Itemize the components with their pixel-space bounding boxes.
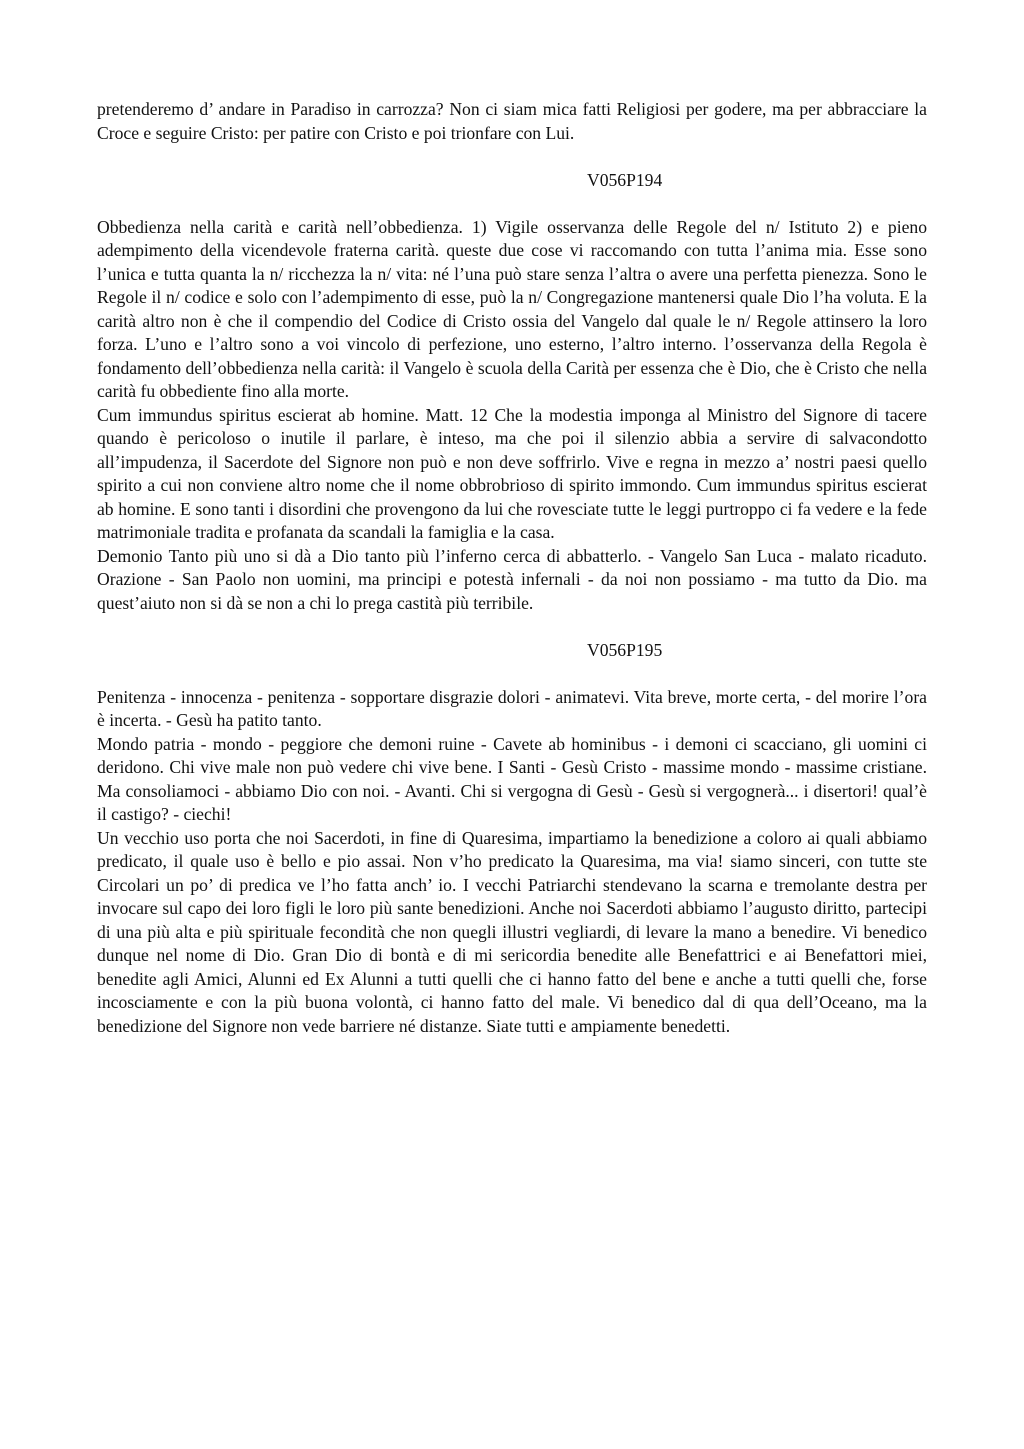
paragraph-demonio: Demonio Tanto più uno si dà a Dio tanto più l’inferno cerca di abbatterlo. - Vangelo San Luca - malato ricaduto. Orazione - San Paolo non uomini, ma principi e potestà infernali - da noi non possiamo - ma tutto da Dio. ma quest’aiuto non si dà se non a chi lo prega castità più terribile. xyxy=(97,545,927,613)
paragraph-intro: pretenderemo d’ andare in Paradiso in carrozza? Non ci siam mica fatti Religiosi per godere, ma per abbracciare la Croce e seguire Cristo: per patire con Cristo e poi trionfare con Lui. xyxy=(97,99,927,143)
spacer xyxy=(97,615,927,639)
paragraph-immundus-spiritus: Cum immundus spiritus escierat ab homine. Matt. 12 Che la modestia imponga al Ministro del Signore di tacere quando è pericoloso o inutile il parlare, è inteso, ma che poi il silenzio abbia a servire di salvacondotto all’impudenza, il Sacerdote del Signore non può e non deve soffrirlo. Vive e regna in mezzo a’ nostri paesi quello spirito a cui non conviene altro nome che il nome obbrobrioso di spirito immondo. Cum immundus spiritus escierat ab homine. E sono tanti i disordini che provengono da lui che rovesciate tutte le leggi purtroppo ci fa vedere e la fede matrimoniale tradita e profanata da scandali la famiglia e la casa. xyxy=(97,404,927,542)
paragraph-mondo: Mondo patria - mondo - peggiore che demoni ruine - Cavete ab hominibus - i demoni ci scacciano, gli uomini ci deridono. Chi vive male non può vedere chi vive bene. I Santi - Gesù Cristo - massime mondo - massime cristiane. Ma consoliamoci - abbiamo Dio con noi. - Avanti. Chi si vergogna di Gesù - Gesù si vergognerà... i disertori! qual’è il castigo? - ciechi! xyxy=(97,733,927,824)
page-reference-v056p195: V056P195 xyxy=(587,639,663,660)
paragraph-benedizione: Un vecchio uso porta che noi Sacerdoti, in fine di Quaresima, impartiamo la benedizione a coloro ai quali abbiamo predicato, il quale uso è bello e pio assai. Non v’ho predicato la Quaresima, ma via! siamo sinceri, con tutte ste Circolari un po’ di predica ve l’ho fatta anch’ io. I vecchi Patriarchi stendevano la scarna e tremolante destra per invocare sul capo dei loro figli le loro più sante benedizioni. Anche noi Sacerdoti abbiamo l’augusto diritto, partecipi di una più alta e più spirituale fecondità che non quegli illustri vegliardi, di levare la mano a benedire. Vi benedico dunque nel nome di Dio. Gran Dio di bontà e di mi sericordia benedite alle Benefattrici e ai Benefattori miei, benedite agli Amici, Alunni ed Ex Alunni a tutti quelli che ci hanno fatto del bene e anche a tutti quelli che, forse incosciamente e con la più buona volontà, ci hanno fatto del male. Vi benedico dal di qua dell’Oceano, ma la benedizione del Signore non vede barriere né distanze. Siate tutti e ampiamente benedetti. xyxy=(97,827,927,1036)
paragraph-obbedienza: Obbedienza nella carità e carità nell’obbedienza. 1) Vigile osservanza delle Regole del n/ Istituto 2) e pieno adempimento della vicendevole fraterna carità. queste due cose vi raccomando con tutta l’anima mia. Esse sono l’unica e tutta quanta la n/ ricchezza la n/ vita: né l’una può stare senza l’altra o avere una perfetta pienezza. Sono le Regole il n/ codice e solo con l’adempimento di esse, può la n/ Congregazione mantenersi quale Dio l’ha voluta. E la carità altro non è che il compendio del Codice di Cristo ossia del Vangelo dal quale le n/ Regole attinsero la loro forza. L’uno e l’altro sono a voi vincolo di perfezione, uno esterno, l’altro interno. l’osservanza della Regola è fondamento dell’obbedienza nella carità: il Vangelo è scuola della Carità per essenza che è Dio, che è Cristo che nella carità fu obbediente fino alla morte. xyxy=(97,216,927,401)
spacer xyxy=(97,145,927,169)
document-page xyxy=(97,98,927,1038)
spacer xyxy=(97,662,927,686)
paragraph-penitenza: Penitenza - innocenza - penitenza - sopportare disgrazie dolori - animatevi. Vita breve, morte certa, - del morire l’ora è incerta. - Gesù ha patito tanto. xyxy=(97,686,927,730)
spacer xyxy=(97,192,927,216)
page-reference-v056p194: V056P194 xyxy=(587,169,663,190)
